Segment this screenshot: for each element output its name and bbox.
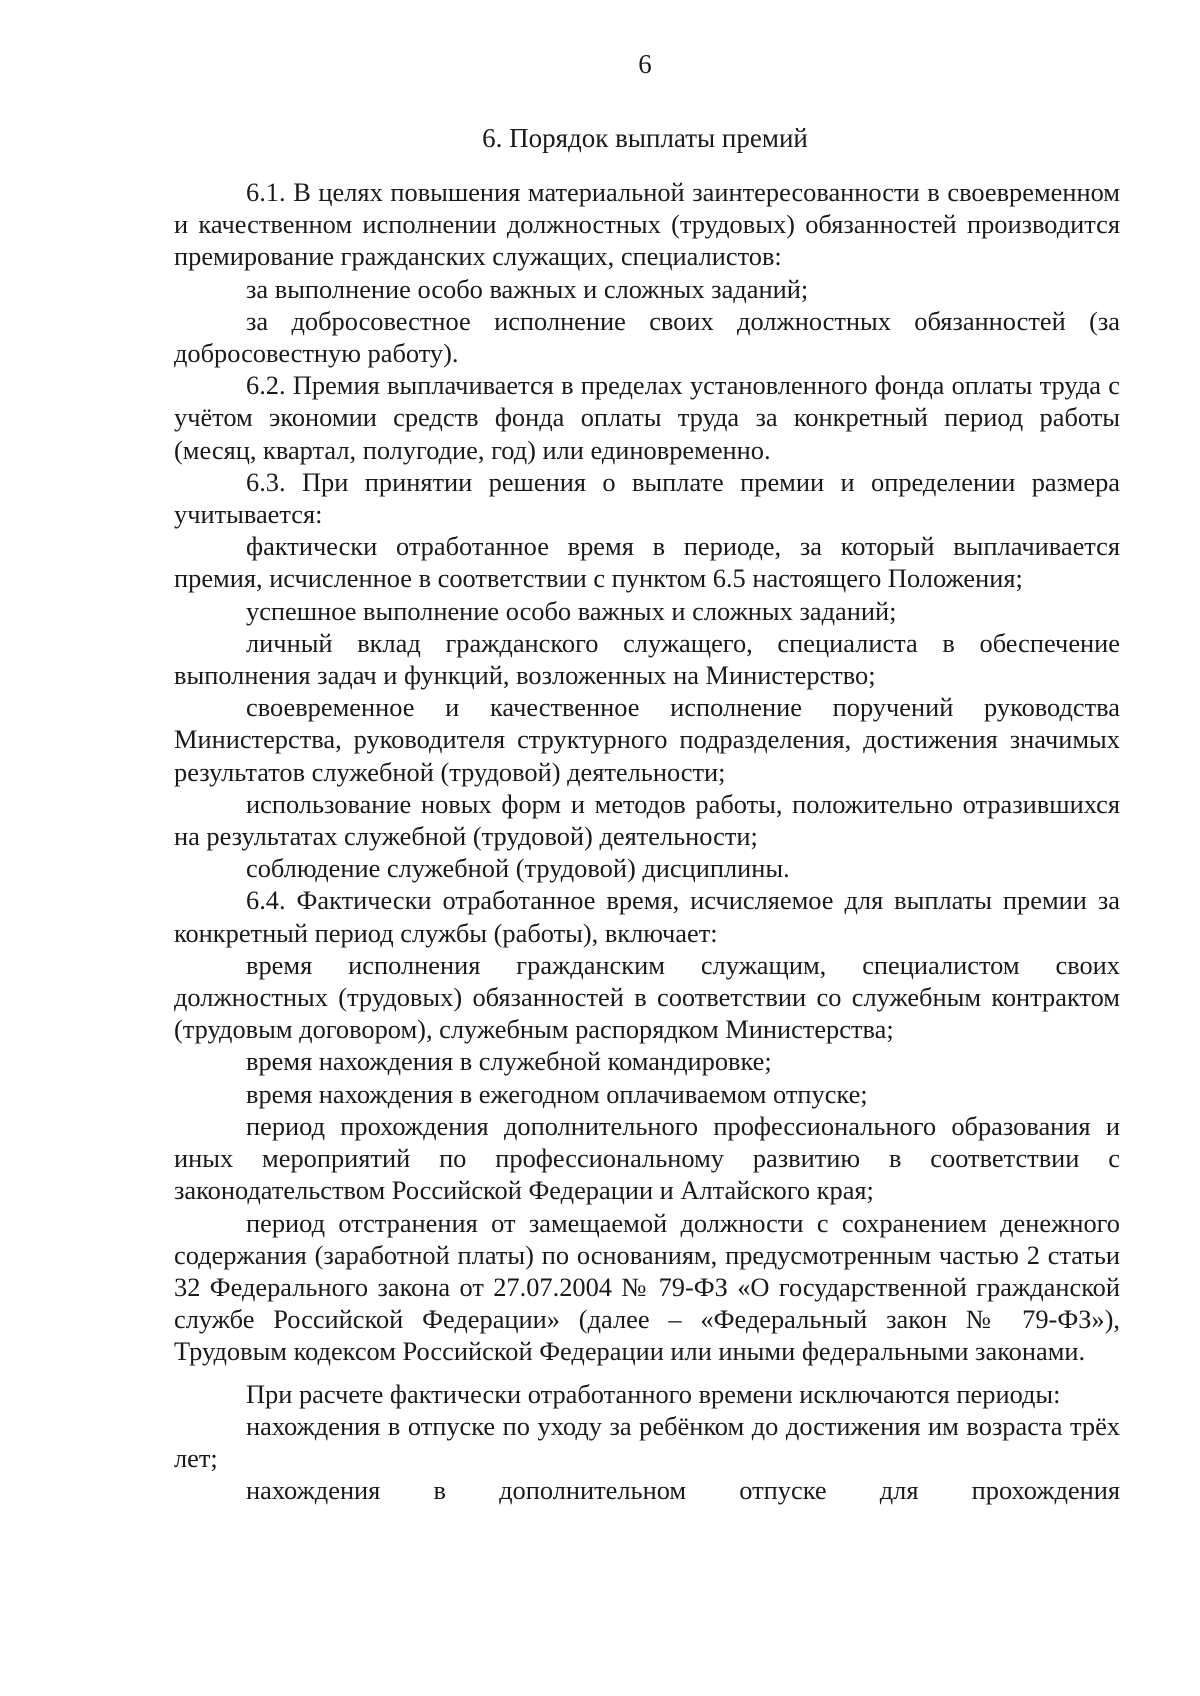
document-body (174, 176, 1120, 1506)
paragraph-6-3: 6.3. При принятии решения о выплате премии и определении размера учитывается: (174, 466, 1120, 530)
list-item-annual-leave: время нахождения в ежегодном оплачиваемом отпуске; (246, 1078, 868, 1109)
list-item-additional-leave: нахождения в дополнительном отпуске для прохождения (246, 1475, 1120, 1506)
list-item-new-methods: использование новых форм и методов работы, положительно отразившихся на результатах служебной (трудовой) деятельности; (174, 788, 1120, 852)
page-number: 6 (638, 49, 652, 79)
list-item-successful-tasks: успешное выполнение особо важных и сложных заданий; (246, 595, 897, 626)
paragraph-6-1: 6.1. В целях повышения материальной заинтересованности в своевременном и качественном исполнении должностных (трудовых) обязанностей производится премирование гражданских служащих, специалистов: (174, 177, 1120, 272)
list-item-duty-time: время исполнения гражданским служащим, специалистом своих должностных (трудовых) обязанностей в соответствии со служебным контрактом (трудовым договором), служебным распорядком Министерства; (174, 949, 1120, 1045)
list-item-timely-execution: своевременное и качественное исполнение поручений руководства Министерства, руководителя структурного подразделения, достижения значимых результатов служебной (трудовой) деятельности; (174, 692, 1120, 787)
paragraph-6-2: 6.2. Премия выплачивается в пределах установленного фонда оплаты труда с учётом экономии средств фонда оплаты труда за конкретный период работы (месяц, квартал, полугодие, год) или единовременно. (174, 370, 1120, 465)
list-item-discipline: соблюдение служебной (трудовой) дисциплины. (246, 853, 790, 884)
list-item-conscientious-work: за добросовестное исполнение своих должностных обязанностей (за добросовестную работу). (174, 305, 1120, 369)
list-item-professional-education: период прохождения дополнительного профессионального образования и иных мероприятий по профессиональному развитию в соответствии с законодательством Российской Федерации и Алтайского края; (174, 1110, 1120, 1206)
list-item-childcare-leave: нахождения в отпуске по уходу за ребёнком до достижения им возраста трёх лет; (174, 1410, 1120, 1473)
list-item-personal-contribution: личный вклад гражданского служащего, специалиста в обеспечение выполнения задач и функций, возложенных на Министерство; (174, 627, 1120, 691)
list-item-important-tasks: за выполнение особо важных и сложных заданий; (246, 273, 809, 304)
paragraph-6-4: 6.4. Фактически отработанное время, исчисляемое для выплаты премии за конкретный период службы (работы), включает: (174, 885, 1120, 948)
list-item-suspension-period: период отстранения от замещаемой должности с сохранением денежного содержания (заработной платы) по основаниям, предусмотренным частью 2 статьи 32 Федерального закона от 27.07.2004 № 79-ФЗ «О государственной гражданской службе Российской Федерации» (далее – «Федеральный закон № 79-ФЗ»), Трудовым кодексом Российской Федерации или иными федеральными законами. (174, 1207, 1120, 1367)
list-item-time-worked: фактически отработанное время в периоде, за который выплачивается премия, исчисленное в соответствии с пунктом 6.5 настоящего Положения; (174, 531, 1120, 594)
list-item-business-trip: время нахождения в служебной командировке; (246, 1046, 772, 1077)
paragraph-exclusions-intro: При расчете фактически отработанного времени исключаются периоды: (246, 1378, 1061, 1409)
section-title: 6. Порядок выплаты премий (482, 123, 808, 153)
